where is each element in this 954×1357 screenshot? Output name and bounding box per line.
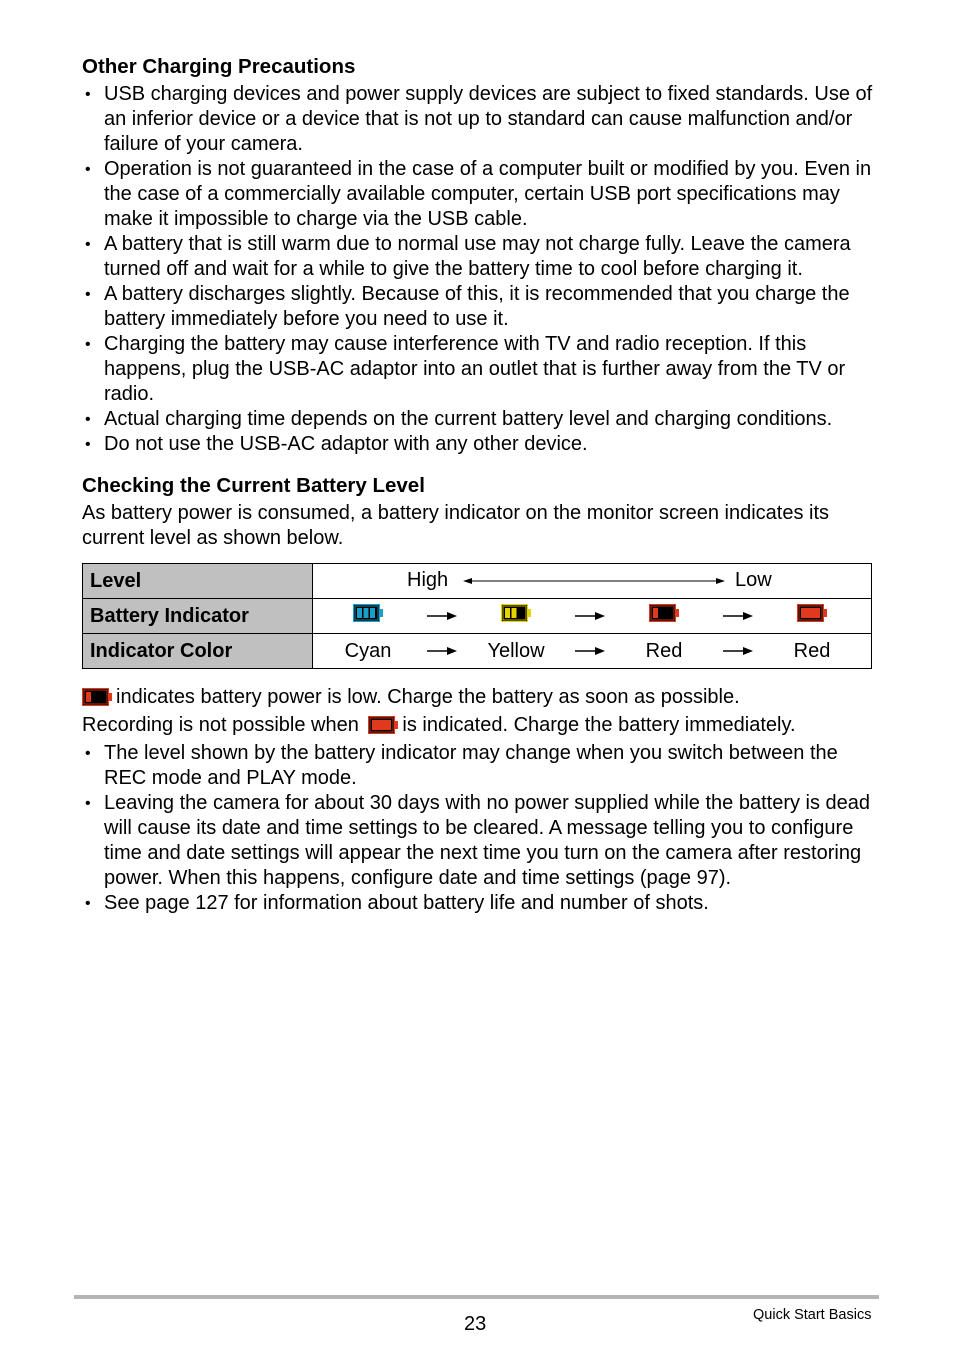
battery-low-red-icon [82, 688, 112, 713]
level-low-label: Low [735, 569, 772, 591]
color-red: Red [793, 639, 831, 662]
list-item: • Leaving the camera for about 30 days with no power supplied while the battery is dead will cause its date and time settings to be cleared. A message telling you to configure time and date settings will appear the next time you turn on the camera after restoring power. When this happens, configure date and time settings (page 97). [82, 791, 874, 891]
table-row-level [83, 564, 872, 599]
right-arrow-icon [575, 646, 605, 656]
list-item: • A battery that is still warm due to normal use may not charge fully. Leave the camera turned off and wait for a while to give the battery time to cool before charging it. [82, 232, 874, 282]
right-arrow-icon [427, 611, 457, 621]
battery-level-intro: As battery power is consumed, a battery indicator on the monitor screen indicates its current level as shown below. [82, 502, 830, 549]
battery-empty-red-icon [797, 604, 827, 628]
page-number: 23 [464, 1313, 487, 1335]
color-header: Indicator Color [83, 634, 313, 669]
list-item: • A battery discharges slightly. Because of this, it is recommended that you charge the battery immediately before you need to use it. [82, 282, 874, 332]
section-title-battery-level: Checking the Current Battery Level [82, 474, 425, 497]
right-arrow-icon [427, 646, 457, 656]
level-scale [313, 564, 871, 598]
indicator-header: Battery Indicator [83, 599, 313, 634]
double-arrow-icon [463, 574, 725, 588]
battery-notes [82, 685, 874, 741]
empty-battery-note: Recording is not possible when is indicated. Charge the battery immediately. [82, 713, 874, 741]
battery-empty-red-icon [368, 716, 398, 741]
list-item: • Do not use the USB-AC adaptor with any other device. [82, 432, 874, 457]
list-item: • See page 127 for information about battery life and number of shots. [82, 891, 874, 916]
page-content [82, 52, 874, 916]
level-high-label: High [407, 569, 449, 591]
indicator-colors-row [313, 634, 871, 668]
section-title-charging-precautions: Other Charging Precautions [82, 55, 356, 78]
battery-level-table [82, 563, 872, 669]
color-yellow: Yellow [487, 639, 545, 662]
battery-medium-yellow-icon [501, 604, 531, 628]
color-red: Red [645, 639, 683, 662]
right-arrow-icon [723, 611, 753, 621]
low-battery-note: indicates battery power is low. Charge the battery as soon as possible. [82, 685, 874, 713]
battery-level-list [82, 741, 874, 916]
charging-precautions-list [82, 82, 874, 457]
footer-divider [74, 1295, 879, 1299]
list-item: • Operation is not guaranteed in the case of a computer built or modified by you. Even in the case of a commercially available computer, certain USB port specifications may make it impossible to charge via the USB cable. [82, 157, 874, 232]
battery-low-red-icon [649, 604, 679, 628]
color-cyan: Cyan [344, 639, 392, 662]
battery-full-cyan-icon [353, 604, 383, 628]
level-header: Level [83, 564, 313, 599]
right-arrow-icon [575, 611, 605, 621]
list-item: • The level shown by the battery indicator may change when you switch between the REC mode and PLAY mode. [82, 741, 874, 791]
table-row-color [83, 634, 872, 669]
footer-section-label: Quick Start Basics [753, 1307, 872, 1323]
list-item: • Charging the battery may cause interference with TV and radio reception. If this happens, plug the USB-AC adaptor into an outlet that is further away from the TV or radio. [82, 332, 874, 407]
list-item: • USB charging devices and power supply devices are subject to fixed standards. Use of an inferior device or a device that is not up to standard can cause malfunction and/or failure of your camera. [82, 82, 874, 157]
table-row-indicator [83, 599, 872, 634]
right-arrow-icon [723, 646, 753, 656]
list-item: • Actual charging time depends on the current battery level and charging conditions. [82, 407, 874, 432]
indicator-icons-row [313, 599, 871, 633]
